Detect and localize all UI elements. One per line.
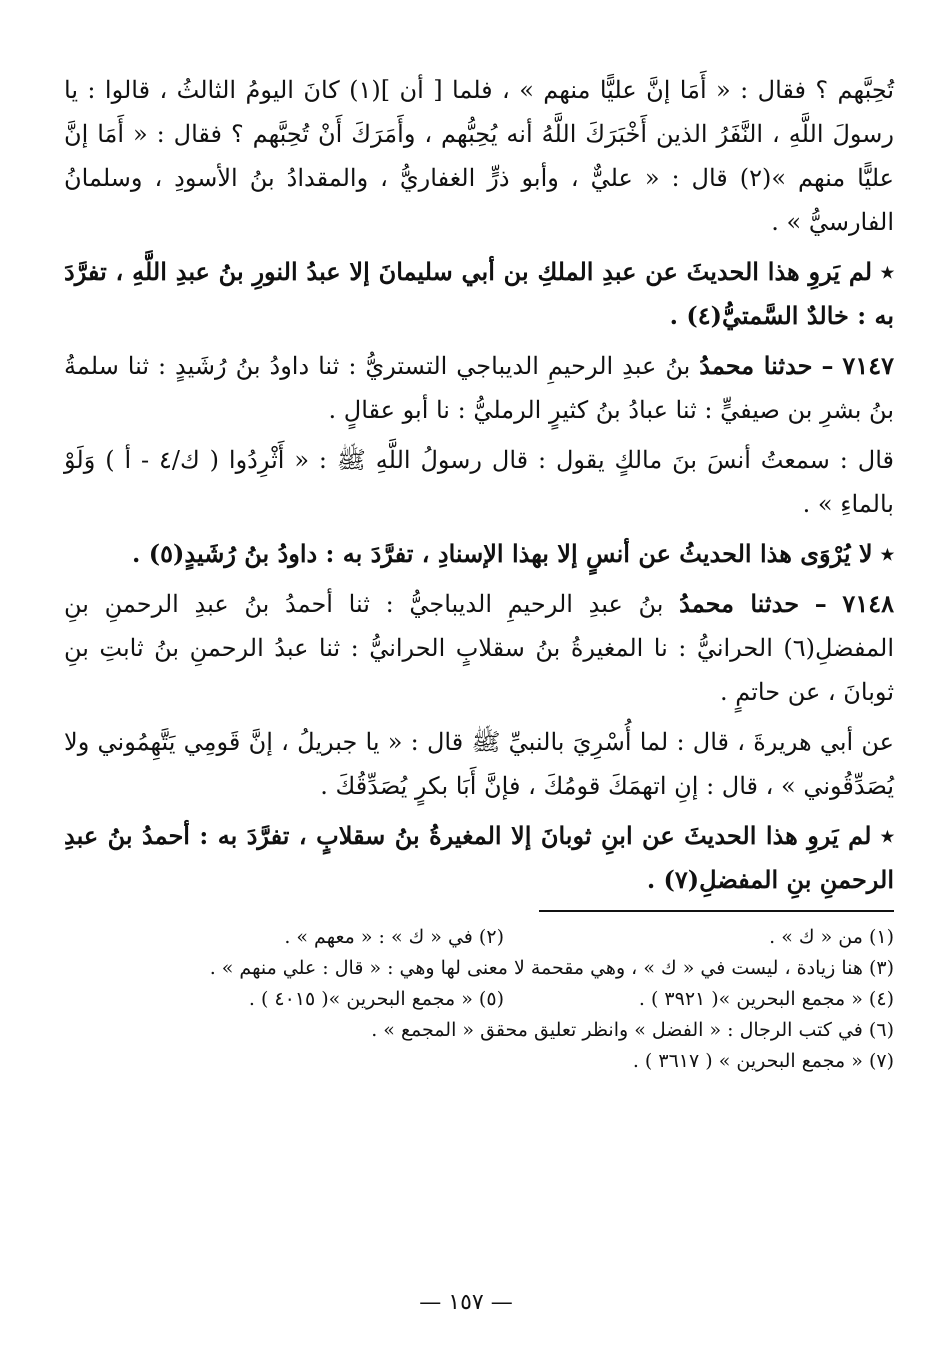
star-marker: ٭ — [880, 821, 894, 850]
remark-text: لا يُرْوَى هذا الحديثُ عن أنسٍ إلا بهذا الإسنادِ ، تفرَّدَ به : داودُ بنُ رُشَيدٍ(٥) . — [132, 539, 873, 568]
remark-text: لم يَروِ هذا الحديثَ عن عبدِ الملكِ بن أبي سليمانَ إلا عبدُ النورِ بنُ عبدِ اللَّهِ ، تفرَّدَ به : خالدٌ السَّمتيُّ(٤) . — [64, 257, 894, 330]
footnote-divider — [539, 910, 894, 912]
star-marker: ٭ — [880, 539, 894, 568]
footnote-row — [64, 984, 894, 1015]
footnote-row — [64, 1046, 894, 1077]
hadith-number: ٧١٤٨ — [842, 589, 894, 618]
dash-separator: – — [814, 589, 827, 618]
footnote-row — [64, 953, 894, 984]
narration-lead: حدثنا محمدُ — [679, 589, 800, 618]
hadith-7147-isnad — [64, 344, 894, 432]
hadith-text-continued: تُحِبَّهم ؟ فقال : « أَمَا إنَّ عليًّا منهم » ، فلما [ أن ](١) كانَ اليومُ الثالثُ ، قالوا : يا رسولَ اللَّهِ ، النَّفَرُ الذين أَخْبَرَكَ اللَّهُ أنه يُحِبُّهم ، وأَمَرَكَ أَنْ تُحِبَّهم ؟ فقال : « أَمَا إنَّ عليًّا منهم »(٢) قال : « عليٌّ ، وأبو ذرٍّ الغفاريُّ ، والمقدادُ بنُ الأسودِ ، وسلمانُ الفارسيُّ » . — [64, 76, 895, 236]
isnad-text: بنُ عبدِ الرحيمِ الديباجي التستريُّ : ثنا داودُ بنُ رُشَيدٍ : ثنا سلمةُ بنُ بشرِ بن صيفيٍّ : ثنا عبادُ بنُ كثيرٍ الرمليُّ : نا أبو عقالٍ . — [64, 352, 894, 424]
footnotes — [64, 922, 894, 1077]
hadith-7147-matn: قال : سمعتُ أنسَ بنَ مالكٍ يقول : قال رسولُ اللَّهِ ﷺ : « أَثْرِدُوا ( ك/٤ - أ ) وَلَوْ بالماءِ » . — [64, 446, 895, 518]
footnote-4: (٤) « مجمع البحرين »( ٣٩٢١ ) . — [638, 988, 894, 1010]
remark-text: لم يَروِ هذا الحديثَ عن ابنِ ثوبانَ إلا المغيرةُ بنُ سقلابٍ ، تفرَّدَ به : أحمدُ بنُ عبدِ الرحمنِ بنِ المفضلِ(٧) . — [64, 821, 894, 894]
dash-separator: – — [821, 351, 834, 380]
hadith-remark-1 — [64, 250, 894, 338]
footnote-6: (٦) في كتب الرجال : « الفضل » وانظر تعليق محقق « المجمع » . — [371, 1019, 894, 1041]
hadith-7148-matn: عن أبي هريرةَ ، قال : لما أُسْرِيَ بالنبيِّ ﷺ قال : « يا جبريلُ ، إنَّ قَومِي يَتَّهِمُوني ولا يُصَدِّقُوني » ، قال : إنِ اتهمَكَ قومُكَ ، فإنَّ أَبَا بكرٍ يُصَدِّقُكَ . — [64, 728, 894, 800]
footnote-row — [64, 1015, 894, 1046]
footnote-2: (٢) في « ك » : « معهم » . — [284, 926, 504, 948]
footnote-3: (٣) هنا زيادة ، ليست في « ك » ، وهي مقحمة لا معنى لها وهي : « قال : علي منهم » . — [209, 957, 894, 979]
page-number: — ١٥٧ — — [419, 1290, 513, 1315]
narration-lead: حدثنا محمدُ — [699, 351, 813, 380]
star-marker: ٭ — [880, 257, 894, 286]
hadith-number: ٧١٤٧ — [842, 351, 894, 380]
hadith-remark-3 — [64, 814, 894, 902]
footnote-7: (٧) « مجمع البحرين » ( ٣٦١٧ ) . — [632, 1050, 894, 1072]
footnote-1: (١) من « ك » . — [769, 926, 894, 948]
footnote-row — [64, 922, 894, 953]
isnad-text: بنُ عبدِ الرحيمِ الديباجيُّ : ثنا أحمدُ بنُ عبدِ الرحمنِ بنِ المفضلِ(٦) الحرانيُّ : نا المغيرةُ بنُ سقلابٍ الحرانيُّ : ثنا عبدُ الرحمنِ بنُ ثابتِ بنِ ثوبانَ ، عن حاتمٍ . — [64, 590, 894, 706]
hadith-7148-isnad — [64, 582, 894, 714]
footnote-5: (٥) « مجمع البحرين »( ٤٠١٥ ) . — [248, 988, 504, 1010]
hadith-remark-2 — [64, 532, 894, 576]
